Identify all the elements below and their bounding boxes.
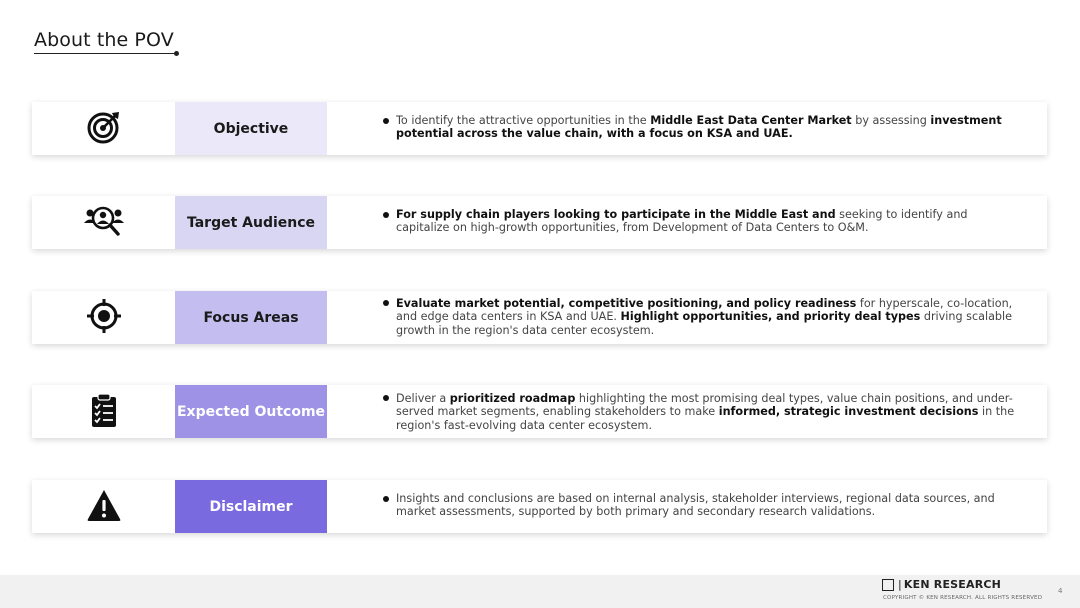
- pov-row-target-audience: [32, 196, 1047, 249]
- description-text: To identify the attractive opportunities in the: [396, 114, 651, 127]
- row-icon-box: [32, 291, 175, 344]
- bullet: [383, 212, 389, 218]
- bullet: [383, 300, 389, 306]
- bullet: [383, 118, 389, 124]
- pov-row-disclaimer: [32, 480, 1047, 533]
- logo-mark-icon: [882, 579, 894, 591]
- description-bold-text: investment potential across the value chain, with a focus on KSA and UAE.: [396, 114, 1002, 141]
- description-bold-text: prioritized roadmap: [449, 392, 576, 405]
- description-text: for hyperscale, co-location, and edge data centers in KSA and UAE.: [396, 297, 1013, 324]
- pov-row-objective: [32, 102, 1047, 155]
- row-label-disclaimer: Disclaimer: [175, 480, 327, 533]
- row-icon-box: [32, 196, 175, 249]
- row-icon-box: [32, 385, 175, 438]
- row-description: [396, 297, 1021, 337]
- row-description: [396, 208, 1021, 235]
- description-text: Insights and conclusions are based on internal analysis, stakeholder interviews, regional data sources, and market assessments, supported by both primary and secondary research validations.: [396, 492, 995, 519]
- ken-research-logo: [882, 578, 1001, 591]
- row-label-target-audience: Target Audience: [175, 196, 327, 249]
- row-description: [396, 114, 1021, 141]
- target-icon: [86, 109, 122, 149]
- crosshair-icon: [86, 298, 122, 338]
- description-text: in the region's fast-evolving data center ecosystem.: [396, 405, 1015, 432]
- page-title: About the POV: [34, 29, 174, 51]
- title-underline: [34, 53, 177, 54]
- warning-icon: [86, 487, 122, 527]
- description-bold-text: Middle East Data Center Market: [650, 114, 852, 127]
- logo-separator: |: [898, 578, 902, 591]
- row-icon-box: [32, 480, 175, 533]
- pov-row-focus-areas: [32, 291, 1047, 344]
- description-text: highlighting the most promising deal types, value chain positions, and under-served market segments, enabling stakeholders to make: [396, 392, 1013, 419]
- row-icon-box: [32, 102, 175, 155]
- copyright-text: COPYRIGHT © KEN RESEARCH. ALL RIGHTS RESERVED: [883, 595, 1043, 601]
- pov-row-expected-outcome: [32, 385, 1047, 438]
- description-bold-text: For supply chain players looking to participate in the Middle East and: [396, 208, 836, 221]
- row-label-focus-areas: Focus Areas: [175, 291, 327, 344]
- description-bold-text: informed, strategic investment decisions: [718, 405, 979, 419]
- description-text: by assessing: [851, 114, 931, 127]
- row-label-objective: Objective: [175, 102, 327, 155]
- row-label-expected-outcome: Expected Outcome: [175, 385, 327, 438]
- description-bold-text: Highlight opportunities, and priority deal types: [620, 310, 921, 324]
- page-number: 4: [1058, 587, 1063, 595]
- logo-text: KEN RESEARCH: [903, 578, 1002, 591]
- row-description: [396, 492, 1021, 519]
- bullet: [383, 496, 389, 502]
- row-description: [396, 392, 1021, 432]
- description-text: seeking to identify and capitalize on high-growth opportunities, from Development of Data Centers to O&M.: [396, 208, 968, 235]
- audience-search-icon: [82, 203, 126, 243]
- description-bold-text: Evaluate market potential, competitive positioning, and policy readiness: [396, 297, 857, 310]
- description-text: Deliver a: [396, 392, 450, 405]
- description-text: driving scalable growth in the region's data center ecosystem.: [396, 310, 1013, 337]
- bullet: [383, 395, 389, 401]
- clipboard-checklist-icon: [86, 392, 122, 432]
